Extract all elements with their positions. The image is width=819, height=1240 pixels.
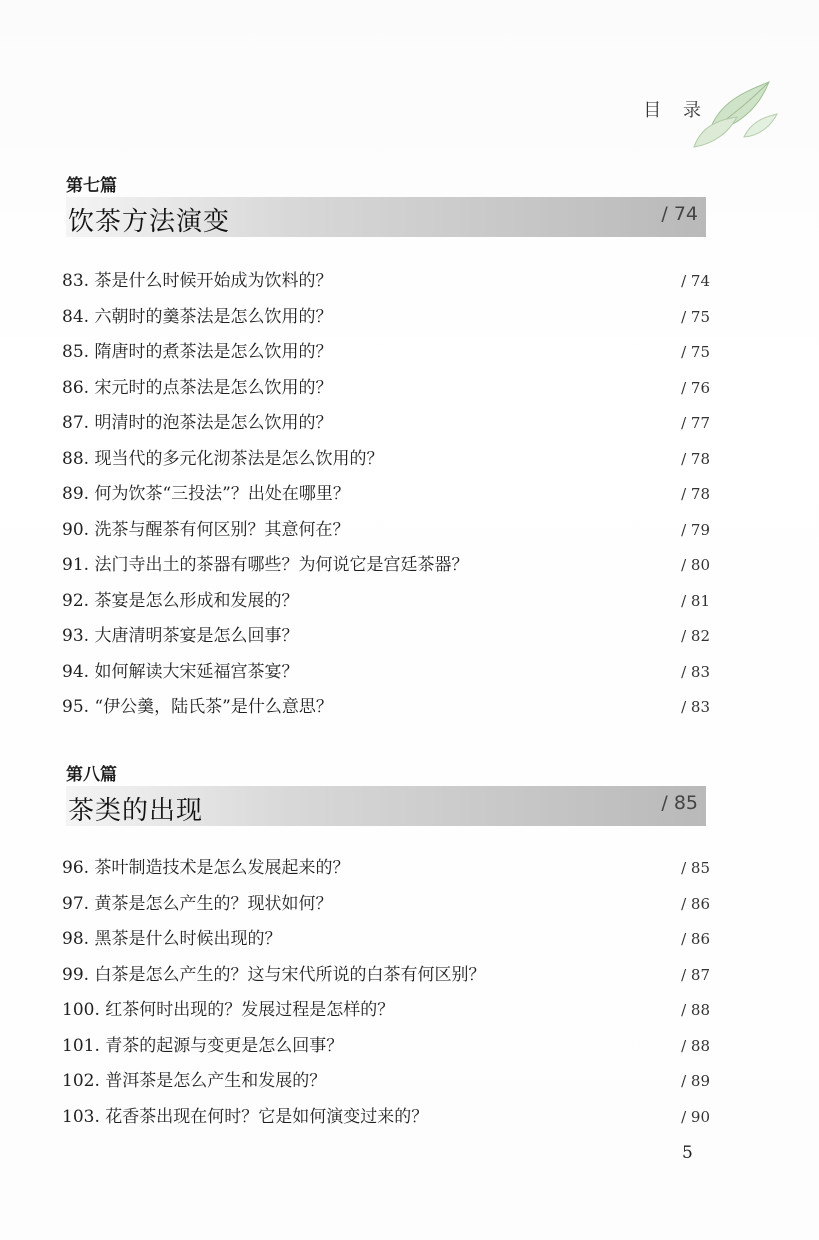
entry-page-ref: / 76 bbox=[681, 378, 710, 397]
toc-entry[interactable] bbox=[62, 406, 710, 442]
entry-title: 86. 宋元时的点茶法是怎么饮用的？ bbox=[62, 377, 333, 398]
section-page-ref: / 74 bbox=[661, 203, 698, 225]
entry-page-ref: / 88 bbox=[681, 1001, 710, 1019]
toc-entry[interactable] bbox=[62, 548, 710, 584]
entry-page-ref: / 86 bbox=[681, 894, 710, 913]
entry-page-ref: / 89 bbox=[681, 1072, 710, 1090]
toc-entry[interactable] bbox=[62, 513, 710, 549]
toc-entry[interactable] bbox=[62, 655, 710, 691]
tea-leaf-icon bbox=[689, 62, 779, 152]
entry-page-ref: / 74 bbox=[681, 272, 710, 290]
toc-entry[interactable] bbox=[62, 335, 710, 371]
entry-title: 83. 茶是什么时候开始成为饮料的？ bbox=[62, 271, 333, 291]
entry-title: 103. 花香茶出现在何时？它是如何演变过来的？ bbox=[62, 1106, 429, 1127]
entry-title: 96. 茶叶制造技术是怎么发展起来的？ bbox=[62, 858, 350, 878]
toc-entry[interactable] bbox=[62, 958, 710, 994]
section-label: 第七篇 bbox=[66, 176, 117, 196]
entry-page-ref: / 81 bbox=[681, 591, 710, 610]
entry-title: 90. 洗茶与醒茶有何区别？其意何在？ bbox=[62, 519, 350, 540]
entry-title: 100. 红茶何时出现的？发展过程是怎样的？ bbox=[62, 1000, 395, 1020]
entry-page-ref: / 78 bbox=[681, 485, 710, 503]
entry-page-ref: / 80 bbox=[681, 556, 710, 574]
entry-title: 85. 隋唐时的煮茶法是怎么饮用的？ bbox=[62, 342, 333, 362]
entry-title: 91. 法门寺出土的茶器有哪些？为何说它是宫廷茶器？ bbox=[62, 555, 469, 575]
entry-title: 87. 明清时的泡茶法是怎么饮用的？ bbox=[62, 413, 333, 433]
section-7-heading bbox=[66, 175, 706, 237]
toc-entry[interactable] bbox=[62, 1029, 710, 1065]
page-header bbox=[589, 92, 769, 132]
entry-title: 99. 白茶是怎么产生的？这与宋代所说的白茶有何区别？ bbox=[62, 964, 486, 985]
entry-title: 98. 黑茶是什么时候出现的？ bbox=[62, 929, 282, 949]
entry-title: 101. 青茶的起源与变更是怎么回事？ bbox=[62, 1035, 344, 1056]
entry-title: 102. 普洱茶是怎么产生和发展的？ bbox=[62, 1071, 327, 1091]
section-title: 茶类的出现 bbox=[68, 796, 204, 826]
entry-page-ref: / 83 bbox=[681, 698, 710, 716]
entry-page-ref: / 88 bbox=[681, 1036, 710, 1055]
section-8-entries bbox=[62, 851, 710, 1135]
section-title-bar bbox=[66, 197, 706, 237]
section-7-entries bbox=[62, 264, 710, 726]
entry-page-ref: / 85 bbox=[681, 859, 710, 877]
entry-page-ref: / 86 bbox=[681, 930, 710, 948]
entry-title: 89. 何为饮茶“三投法”？出处在哪里？ bbox=[62, 484, 350, 504]
toc-entry[interactable] bbox=[62, 887, 710, 923]
section-page-ref: / 85 bbox=[661, 792, 698, 814]
entry-title: 93. 大唐清明茶宴是怎么回事？ bbox=[62, 626, 299, 646]
entry-page-ref: / 82 bbox=[681, 627, 710, 645]
entry-title: 92. 茶宴是怎么形成和发展的？ bbox=[62, 590, 299, 611]
toc-entry[interactable] bbox=[62, 993, 710, 1029]
section-label: 第八篇 bbox=[66, 765, 117, 785]
entry-title: 84. 六朝时的羹茶法是怎么饮用的？ bbox=[62, 306, 333, 327]
entry-page-ref: / 75 bbox=[681, 343, 710, 361]
entry-page-ref: / 79 bbox=[681, 520, 710, 539]
section-title: 饮茶方法演变 bbox=[68, 207, 231, 237]
toc-entry[interactable] bbox=[62, 584, 710, 620]
entry-page-ref: / 87 bbox=[681, 965, 710, 984]
entry-title: 88. 现当代的多元化沏茶法是怎么饮用的？ bbox=[62, 448, 384, 469]
toc-entry[interactable] bbox=[62, 300, 710, 336]
entry-title: 95. “伊公羹，陆氏茶”是什么意思？ bbox=[62, 697, 333, 717]
section-8-heading bbox=[66, 764, 706, 826]
header-title: 目 录 bbox=[643, 100, 709, 121]
toc-entry[interactable] bbox=[62, 619, 710, 655]
entry-page-ref: / 75 bbox=[681, 307, 710, 326]
toc-entry[interactable] bbox=[62, 442, 710, 478]
entry-page-ref: / 78 bbox=[681, 449, 710, 468]
entry-page-ref: / 83 bbox=[681, 662, 710, 681]
entry-title: 97. 黄茶是怎么产生的？现状如何？ bbox=[62, 893, 333, 914]
toc-entry[interactable] bbox=[62, 264, 710, 300]
toc-entry[interactable] bbox=[62, 371, 710, 407]
toc-entry[interactable] bbox=[62, 690, 710, 726]
section-title-bar bbox=[66, 786, 706, 826]
toc-entry[interactable] bbox=[62, 851, 710, 887]
toc-entry[interactable] bbox=[62, 922, 710, 958]
toc-entry[interactable] bbox=[62, 1100, 710, 1136]
toc-entry[interactable] bbox=[62, 1064, 710, 1100]
page-number: 5 bbox=[682, 1143, 693, 1163]
entry-title: 94. 如何解读大宋延福宫茶宴？ bbox=[62, 661, 299, 682]
entry-page-ref: / 77 bbox=[681, 414, 710, 432]
toc-entry[interactable] bbox=[62, 477, 710, 513]
entry-page-ref: / 90 bbox=[681, 1107, 710, 1126]
